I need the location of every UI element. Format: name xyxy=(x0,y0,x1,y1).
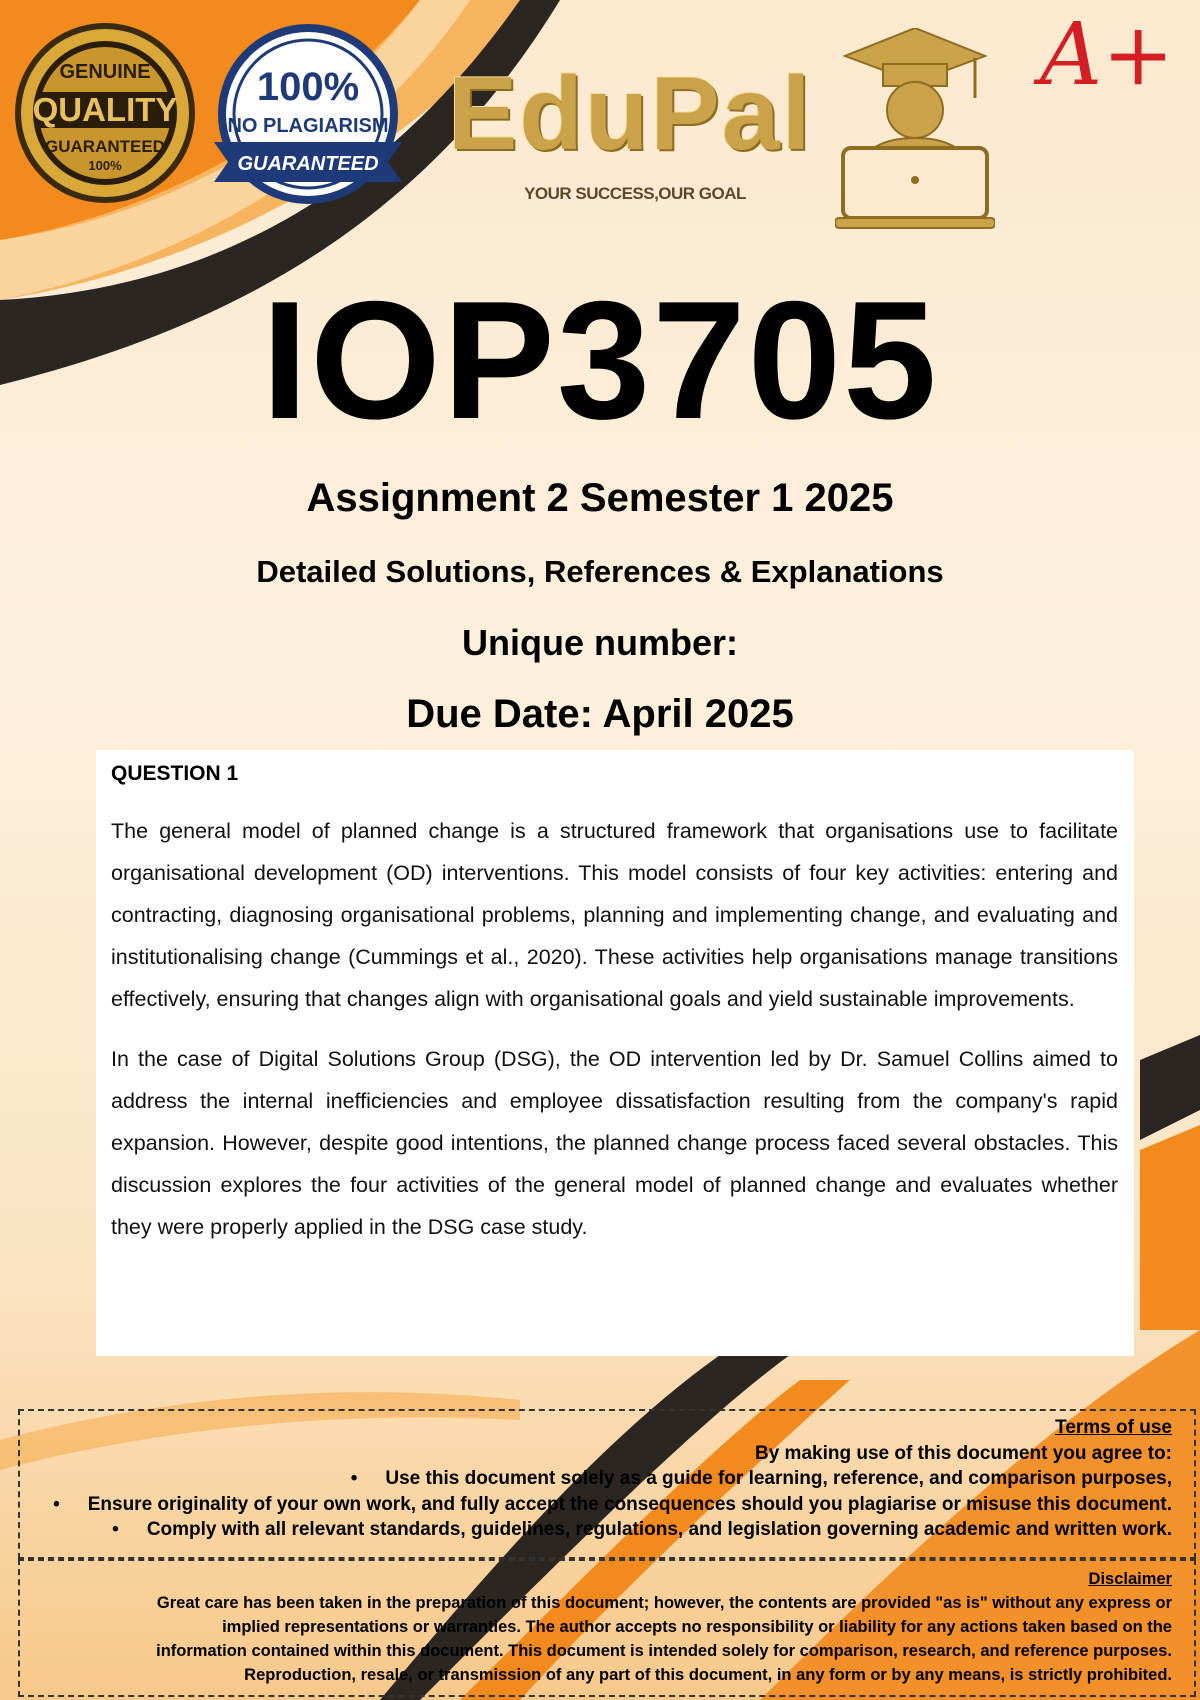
plagiarism-badge-text: NO PLAGIARISM xyxy=(227,115,389,137)
edupal-logo-wordmark: EduPal xyxy=(448,56,813,172)
plagiarism-badge-ribbon: GUARANTEED xyxy=(237,153,379,175)
disclaimer-line: Great care has been taken in the preparation of this document; however, the contents are provided "as is" without any express or xyxy=(156,1594,1172,1612)
answer-preview-panel xyxy=(96,750,1134,1356)
terms-intro: By making use of this document you agree to: xyxy=(754,1442,1172,1464)
assignment-subtitle: Detailed Solutions, References & Explanations xyxy=(256,554,944,589)
plagiarism-badge-pct: 100% xyxy=(256,65,360,109)
graduate-laptop-icon xyxy=(835,28,995,233)
quality-seal-icon xyxy=(12,20,198,206)
assignment-title: Assignment 2 Semester 1 2025 xyxy=(306,476,894,520)
disclaimer-box xyxy=(18,1559,1196,1697)
unique-number-label: Unique number: xyxy=(462,622,738,663)
terms-of-use-box xyxy=(18,1409,1196,1559)
terms-list xyxy=(30,1466,1172,1543)
disclaimer-line: information contained within this document. This document is intended solely for comparison, research, and reference purposes. xyxy=(156,1642,1172,1660)
quality-badge-bottom: GUARANTEED xyxy=(45,137,165,156)
no-plagiarism-seal-icon xyxy=(208,22,408,222)
due-date: Due Date: April 2025 xyxy=(406,692,794,736)
a-plus-grade-mark: A+ xyxy=(1040,5,1175,105)
edupal-logo-tagline: YOUR SUCCESS,OUR GOAL xyxy=(524,184,746,203)
terms-item: • Comply with all relevant standards, guidelines, regulations, and legislation governing academic and written work. xyxy=(30,1517,1172,1543)
answer-paragraph: The general model of planned change is a structured framework that organisations use to facilitate organisational development (OD) interventions. This model consists of four key activities: entering and contracting, diagnosing organisational problems, planning and implementing change, and evaluating and institutionalising change (Cummings et al., 2020). These activities help organisations manage transitions effectively, ensuring that changes align with organisational goals and yield sustainable improvements. xyxy=(111,819,1118,1011)
quality-badge-middle: QUALITY xyxy=(32,91,178,128)
course-code: IOP3705 xyxy=(261,266,939,454)
answer-paragraph: In the case of Digital Solutions Group (DSG), the OD intervention led by Dr. Samuel Collins aimed to address the internal inefficiencies and employee dissatisfaction resulting from the company's rapid expansion. However, despite good intentions, the planned change process faced several obstacles. This discussion explores the four activities of the general model of planned change and evaluates whether they were properly applied in the DSG case study. xyxy=(111,1047,1118,1239)
disclaimer-line: Reproduction, resale, or transmission of any part of this document, in any form or by any means, is strictly prohibited. xyxy=(244,1666,1172,1684)
question-heading: QUESTION 1 xyxy=(111,762,239,785)
quality-badge-top: GENUINE xyxy=(59,61,151,83)
disclaimer-title: Disclaimer xyxy=(1088,1570,1172,1588)
terms-item: • Use this document solely as a guide for learning, reference, and comparison purposes, xyxy=(30,1466,1172,1492)
terms-item: • Ensure originality of your own work, and fully accept the consequences should you plagiarise or misuse this document. xyxy=(30,1492,1172,1518)
quality-badge-pct: 100% xyxy=(88,158,122,173)
terms-title: Terms of use xyxy=(1055,1417,1172,1438)
disclaimer-line: implied representations or warranties. The author accepts no responsibility or liability for any actions taken based on the xyxy=(222,1618,1172,1636)
